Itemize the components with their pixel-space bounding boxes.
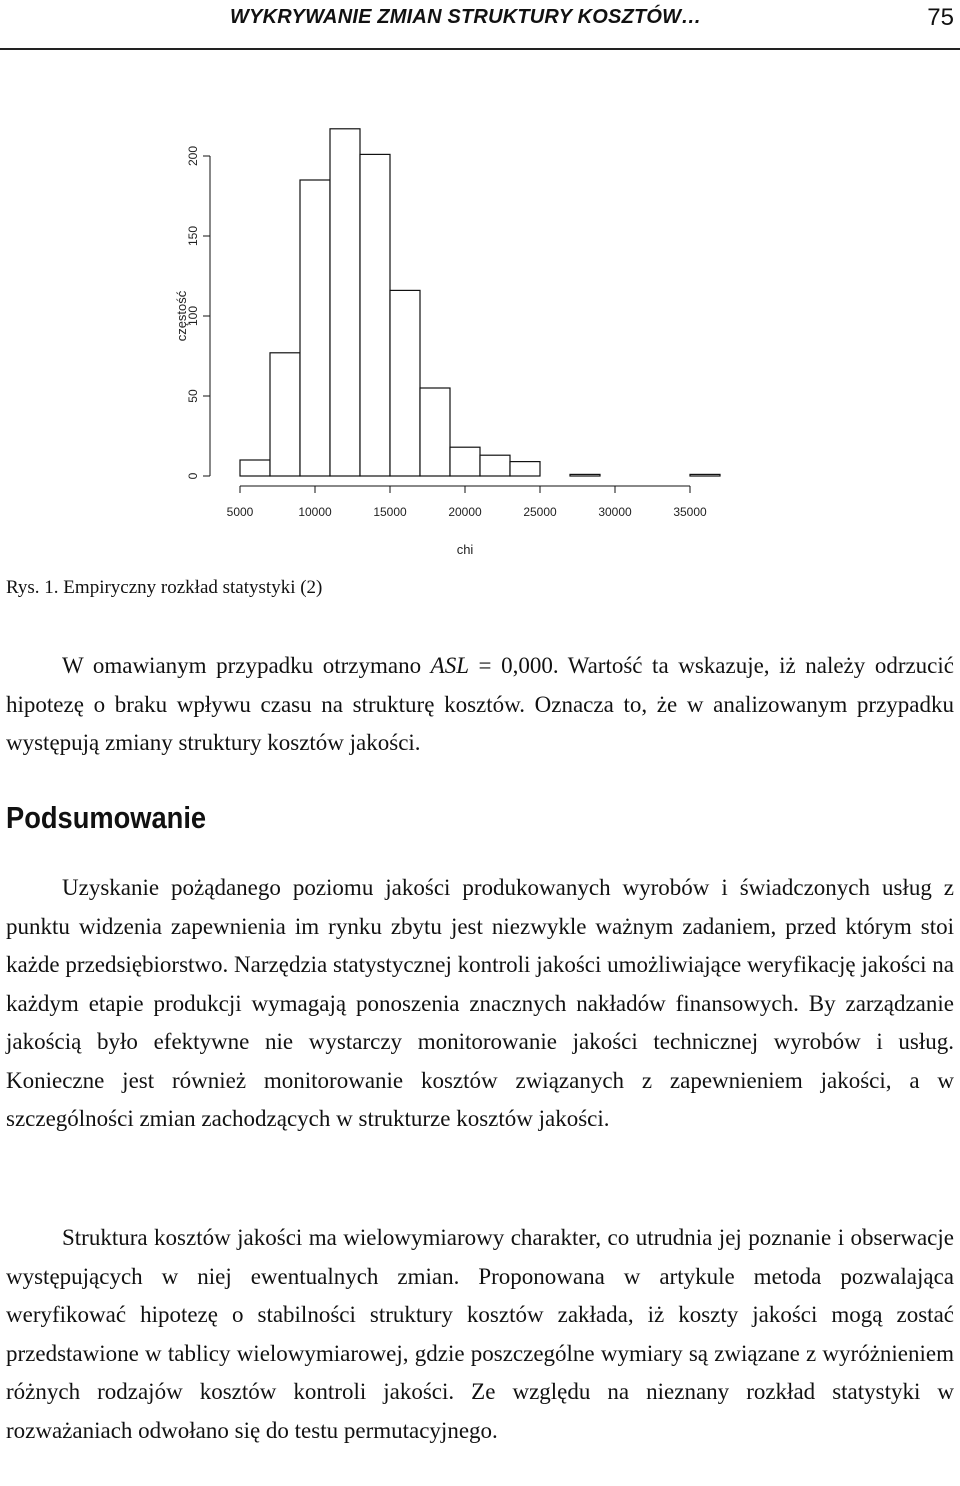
x-tick-label: 35000 [673,505,707,519]
x-tick-label: 15000 [373,505,407,519]
summary-paragraph-1: Uzyskanie pożądanego poziomu jakości produkowanych wyrobów i świadczonych usług z punktu widzenia zapewnienia im rynku zbytu jest niezwykle ważnym zadaniem, przed którym stoi każde przedsiębiorstwo. Narzędzia statystycznej kontroli jakości umożliwiające weryfikację jakości na każdym etapie produkcji wymagają ponoszenia znacznych nakładów finansowych. By zarządzanie jakością było efektywne nie wystarczy monitorowanie jakości technicznej wyrobów i usług. Konieczne jest również monitorowanie kosztów związanych z zapewnieniem jakości, a w szczególności zmian zachodzących w strukturze kosztów jakości. [6,875,954,1131]
x-tick-label: 30000 [598,505,632,519]
histogram-bar [690,474,720,476]
page-header [0,0,960,50]
histogram-bar [270,353,300,476]
histogram-bar [240,460,270,476]
x-tick-label: 5000 [226,505,254,519]
asl-symbol: ASL [430,653,469,678]
running-title: WYKRYWANIE ZMIAN STRUKTURY KOSZTÓW… [230,6,702,28]
y-tick-label: 0 [186,472,200,480]
x-tick-label: 25000 [523,505,557,519]
histogram-bar [570,474,600,476]
figure-caption: Rys. 1. Empiryczny rozkład statystyki (2) [6,577,323,598]
y-tick-label: 150 [186,225,200,247]
histogram-bar [390,290,420,476]
histogram-bar [300,180,330,476]
y-tick-label: 50 [186,389,200,403]
y-axis-label: częstość [174,290,189,342]
histogram-bar [480,455,510,476]
histogram-bar [420,388,450,476]
histogram-bar [510,462,540,476]
x-tick-label: 10000 [298,505,332,519]
summary-paragraph-2: Struktura kosztów jakości ma wielowymiarowy charakter, co utrudnia jej poznanie i obserwacje występujących w niej ewentualnych zmian. Proponowana w artykule metoda pozwalająca weryfikować hipotezę o stabilności struktury kosztów zakłada, iż koszty jakości mogą zostać przedstawione w tablicy wielowymiarowej, gdzie poszczególne wymiary są związane z wyróżnieniem różnych rodzajów kosztów kontroli jakości. Ze względu na nieznany rozkład statystyki w rozważaniach odwołano się do testu permutacyjnego. [6,1225,954,1443]
y-tick-label: 100 [186,305,200,327]
x-tick-label: 20000 [448,505,482,519]
histogram-bar [450,447,480,476]
section-heading: Podsumowanie [6,800,207,835]
histogram-bar [360,154,390,476]
paragraph-asl-result [6,647,954,763]
histogram-chart [150,110,770,560]
paragraph-asl-lead: W omawianym przypadku otrzymano [62,653,431,678]
x-axis-label: chi [456,542,474,557]
page-number: 75 [927,4,954,31]
histogram-bar [330,129,360,476]
y-tick-label: 200 [186,145,200,167]
paragraph-asl-rest: = 0,000. Wartość ta wskazuje, iż należy odrzucić hipotezę o braku wpływu czasu na strukturę kosztów. Oznacza to, że w analizowanym przypadku występują zmiany struktury kosztów jakości. [6,653,954,755]
